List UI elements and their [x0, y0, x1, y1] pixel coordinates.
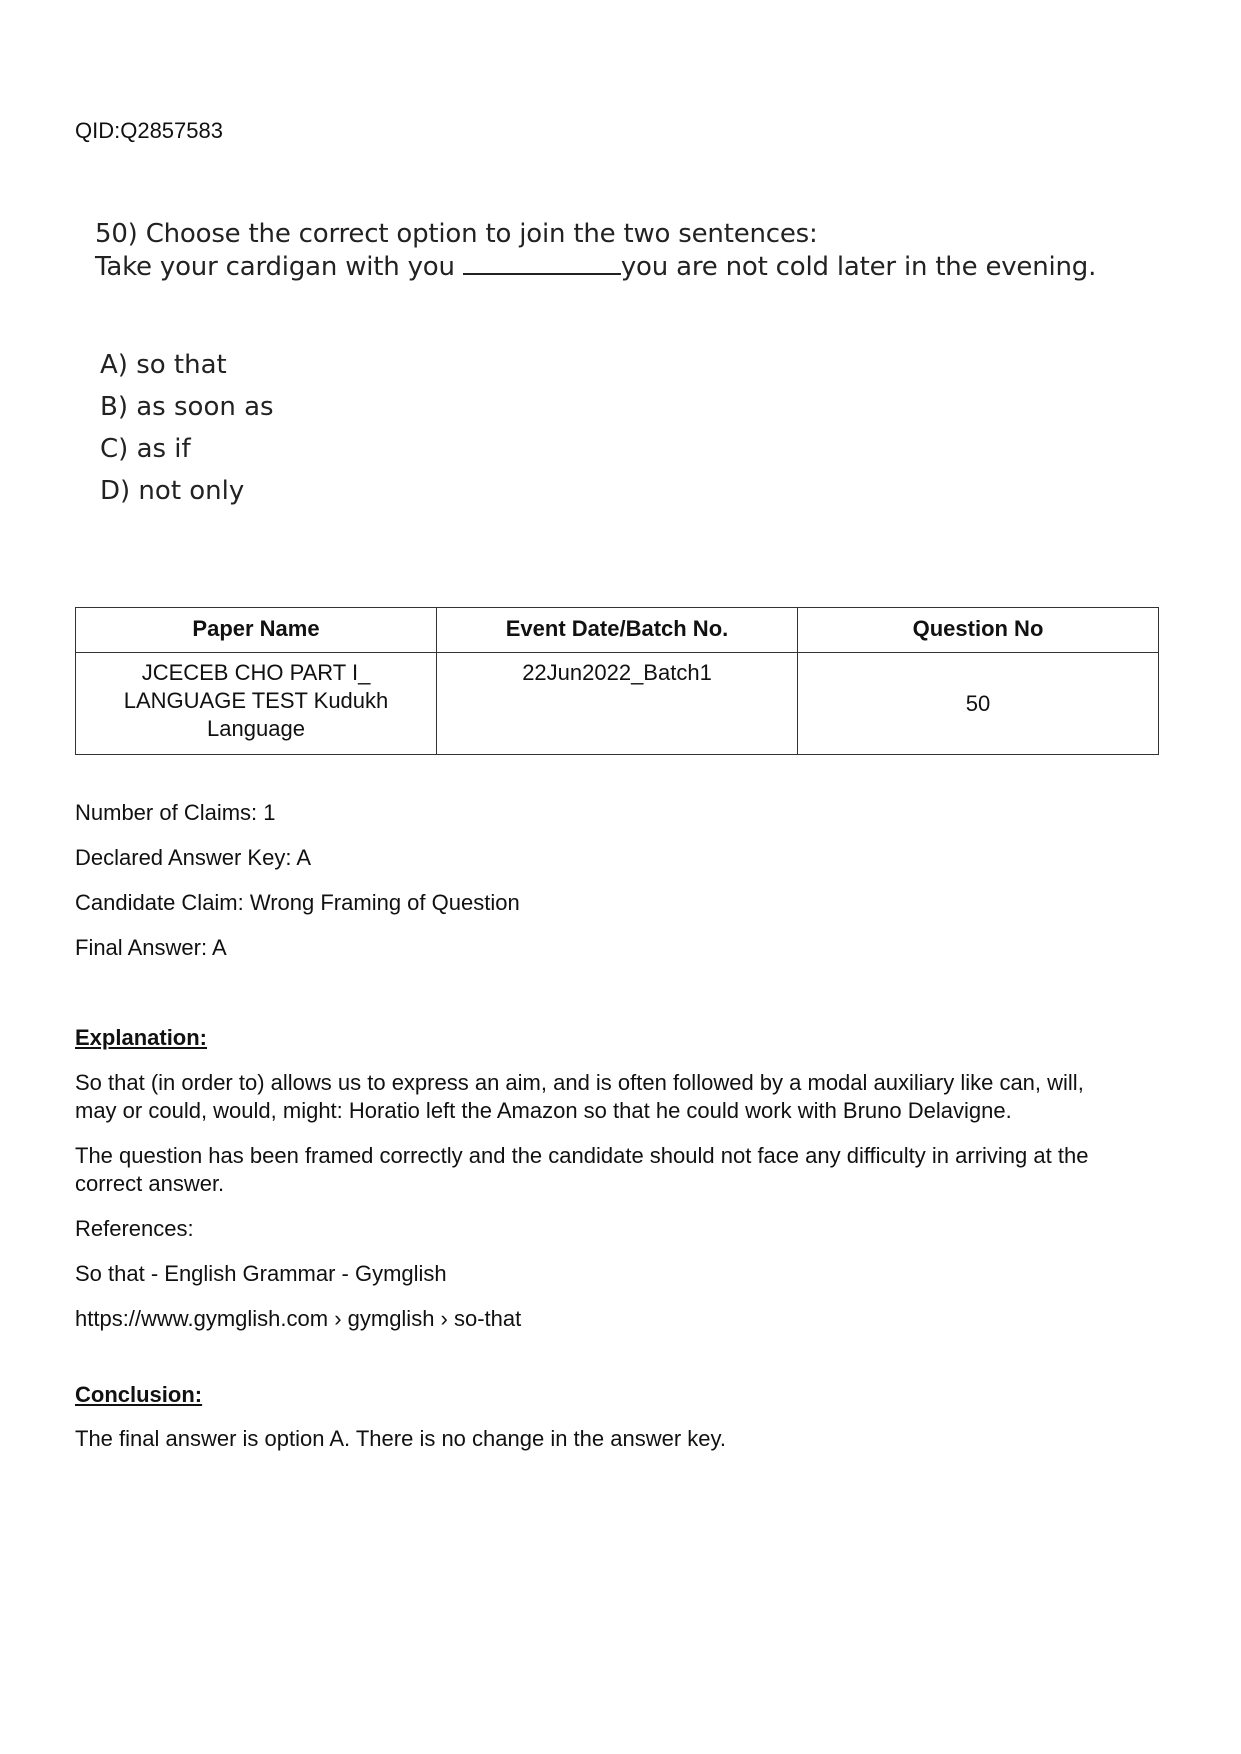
question-line-2-before: Take your cardigan with you	[95, 252, 463, 282]
question-line-1: 50) Choose the correct option to join the two sentences:	[95, 219, 818, 249]
explanation-p2-line-2: correct answer.	[75, 1171, 225, 1196]
question-text	[95, 218, 1096, 284]
paper-name-line: LANGUAGE TEST Kudukh	[123, 688, 389, 713]
candidate-claim: Candidate Claim: Wrong Framing of Question	[75, 890, 520, 915]
explanation-heading: Explanation:	[75, 1025, 208, 1050]
conclusion-heading: Conclusion:	[75, 1382, 203, 1407]
reference-title: So that - English Grammar - Gymglish	[75, 1261, 447, 1286]
option-a: A) so that	[100, 350, 227, 380]
cell-paper-name	[76, 653, 437, 755]
table-header-row	[76, 608, 1159, 653]
final-answer: Final Answer: A	[75, 935, 227, 960]
question-line-2	[95, 251, 1096, 284]
table-row	[76, 653, 1159, 755]
paper-info-table	[75, 607, 1159, 755]
cell-event-date: 22Jun2022_Batch1	[437, 653, 798, 755]
explanation-p2-line-1: The question has been framed correctly and the candidate should not face any difficulty in arriving at the	[75, 1143, 1089, 1168]
conclusion-text: The final answer is option A. There is no change in the answer key.	[75, 1426, 726, 1451]
header-question-no: Question No	[798, 608, 1159, 653]
option-c: C) as if	[100, 434, 191, 464]
answer-blank	[463, 251, 621, 275]
explanation-paragraph-1	[75, 1069, 1165, 1125]
header-paper-name: Paper Name	[76, 608, 437, 653]
reference-url: https://www.gymglish.com › gymglish › so-that	[75, 1306, 522, 1331]
explanation-paragraph-2	[75, 1142, 1165, 1198]
question-line-2-after: you are not cold later in the evening.	[620, 252, 1097, 282]
paper-name-line: JCECEB CHO PART I_	[141, 660, 371, 685]
declared-answer-key: Declared Answer Key: A	[75, 845, 312, 870]
explanation-p1-line-1: So that (in order to) allows us to express an aim, and is often followed by a modal auxiliary like can, will,	[75, 1070, 1084, 1095]
header-event-date: Event Date/Batch No.	[437, 608, 798, 653]
option-b: B) as soon as	[100, 392, 274, 422]
option-d: D) not only	[100, 476, 245, 506]
references-label: References:	[75, 1216, 194, 1241]
explanation-p1-line-2: may or could, would, might: Horatio left the Amazon so that he could work with Bruno Delavigne.	[75, 1098, 1012, 1123]
number-of-claims: Number of Claims: 1	[75, 800, 276, 825]
options-list	[100, 349, 274, 517]
cell-question-no: 50	[798, 653, 1159, 755]
qid-label: QID:Q2857583	[75, 118, 223, 143]
paper-name-line: Language	[207, 716, 305, 741]
